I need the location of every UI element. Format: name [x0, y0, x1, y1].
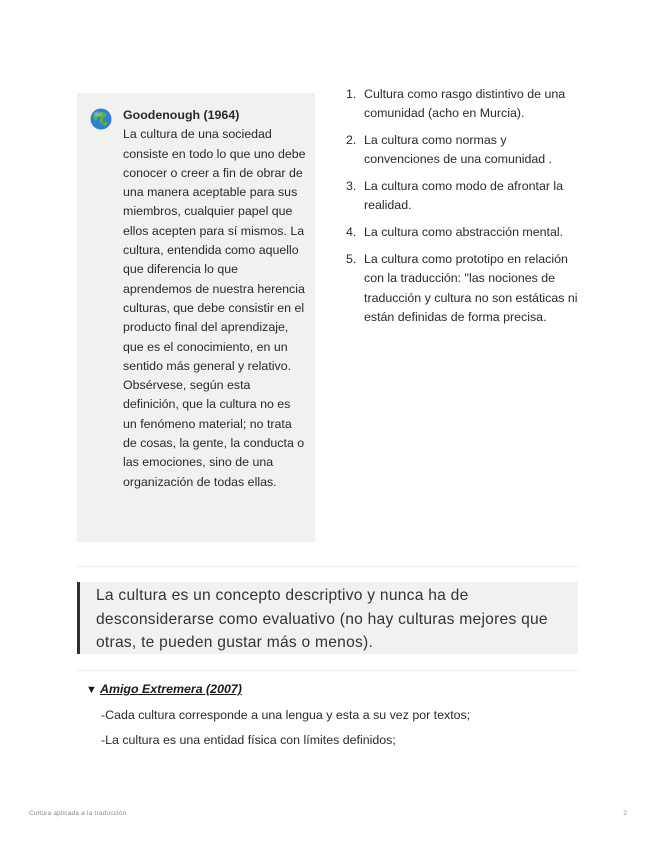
toggle-header[interactable] — [86, 680, 242, 699]
list-item-text: La cultura como abstracción mental. — [364, 225, 564, 240]
quote-block — [77, 582, 578, 654]
quote-text: La cultura es un concepto descriptivo y nunca ha de desconsiderarse como evaluativo (no hay culturas mejores que otras, te pueden gustar más o menos). — [96, 587, 548, 652]
list-number: 1. — [346, 87, 357, 101]
list-item — [343, 250, 583, 327]
list-item — [343, 177, 583, 216]
list-item-text: La cultura como normas y convenciones de una comunidad . — [364, 133, 553, 167]
list-number: 4. — [346, 225, 357, 240]
list-number: 2. — [346, 133, 357, 148]
callout-body: La cultura de una sociedad consiste en todo lo que uno debe conocer o creer a fin de obrar de una manera aceptable para sus miembros, cualquier papel que ellos acepten para sí mismos. La cultura, entendida como aquello que diferencia lo que aprendemos de nuestra herencia culturas, que debe consistir en el producto final del aprendizaje, que es el conocimiento, en un sentido más general y relativo. Obsérvese, según esta definición, que la cultura no es un fenómeno material; no trata de cosas, la gente, la conducta o las emociones, sino de una organización de todas ellas. — [123, 127, 306, 489]
list-item — [343, 223, 583, 242]
divider — [77, 670, 578, 671]
callout-text — [123, 106, 307, 492]
toggle-arrow-icon[interactable]: ▼ — [86, 684, 97, 696]
globe-icon — [90, 108, 112, 130]
list-item-text: La cultura como prototipo en relación con la traducción: "las nociones de traducción y cultura no son estáticas ni están definidas de forma precisa. — [364, 252, 578, 324]
list-item-text: Cultura como rasgo distintivo de una comunidad (acho en Murcia). — [364, 87, 566, 121]
toggle-line: -La cultura es una entidad física con límites definidos; — [101, 733, 396, 747]
toggle-title: Amigo Extremera (2007) — [100, 682, 242, 696]
footer-title: Cultura aplicada a la traducción — [29, 810, 127, 817]
list-item — [343, 131, 583, 170]
list-item-text: La cultura como modo de afrontar la realidad. — [364, 179, 564, 213]
divider — [77, 566, 578, 567]
toggle-line: -Cada cultura corresponde a una lengua y esta a su vez por textos; — [101, 708, 471, 722]
list-item — [343, 85, 583, 124]
page-number: 2 — [623, 810, 627, 817]
callout-block — [77, 93, 315, 542]
numbered-list — [343, 85, 583, 335]
callout-title: Goodenough (1964) — [123, 108, 240, 122]
list-number: 3. — [346, 179, 357, 194]
list-number: 5. — [346, 252, 357, 267]
